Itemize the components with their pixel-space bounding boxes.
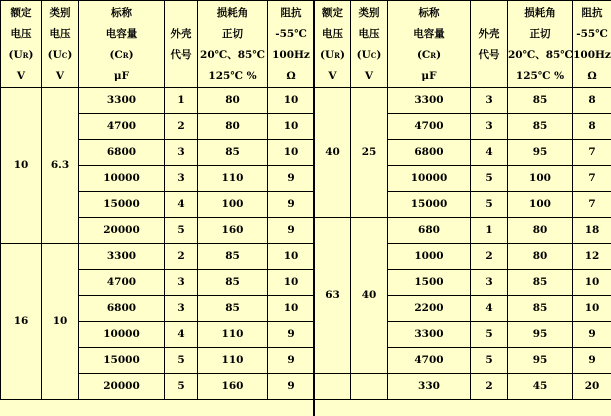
- impedance-cell: 9: [268, 192, 315, 218]
- impedance-cell: 10: [268, 88, 315, 114]
- loss-tangent-header-line: 损耗角: [524, 7, 556, 19]
- loss-tangent-cell: 100: [198, 192, 268, 218]
- impedance-cell: 10: [268, 114, 315, 140]
- case-code-cell: 4: [165, 192, 198, 218]
- impedance-cell: 9: [573, 348, 611, 374]
- rated-voltage-header: [315, 1, 351, 88]
- capacitance-header: [79, 1, 165, 88]
- case-code-cell: 2: [165, 114, 198, 140]
- impedance-cell: 9: [268, 166, 315, 192]
- capacitance-cell: 330: [388, 374, 471, 400]
- table-row: [315, 88, 611, 114]
- loss-tangent-cell: 160: [198, 374, 268, 400]
- category-voltage-header-line: 电压: [49, 28, 71, 40]
- capacitance-cell: 1500: [388, 270, 471, 296]
- loss-tangent-cell: 100: [508, 192, 573, 218]
- capacitance-cell: 3300: [388, 88, 471, 114]
- case-code-header: [471, 1, 508, 88]
- capacitance-cell: 20000: [79, 218, 165, 244]
- capacitance-header-line: 电容量: [105, 28, 138, 40]
- capacitance-cell: 4700: [388, 348, 471, 374]
- impedance-cell: 10: [268, 270, 315, 296]
- category-voltage-header-line: (UC): [47, 49, 73, 61]
- case-code-cell: 3: [471, 114, 508, 140]
- impedance-cell: 18: [573, 218, 611, 244]
- loss-tangent-cell: 85: [198, 296, 268, 322]
- case-code-cell: 3: [165, 296, 198, 322]
- case-code-cell: 3: [165, 166, 198, 192]
- table-row: [1, 88, 315, 114]
- table-divider: [313, 0, 315, 416]
- impedance-cell: 8: [573, 114, 611, 140]
- category-voltage-header: [42, 1, 79, 88]
- loss-tangent-header-line: 125℃ %: [515, 70, 565, 82]
- impedance-header-line: Ω: [587, 70, 597, 82]
- category-voltage-header-line: 电压: [358, 28, 380, 40]
- loss-tangent-cell: 110: [198, 322, 268, 348]
- loss-tangent-header-line: 20℃、85℃: [200, 49, 265, 61]
- case-code-cell: 5: [165, 348, 198, 374]
- impedance-cell: 9: [268, 322, 315, 348]
- capacitance-cell: 6800: [79, 296, 165, 322]
- loss-tangent-cell: 95: [508, 348, 573, 374]
- capacitance-cell: 15000: [79, 192, 165, 218]
- case-code-cell: 5: [471, 322, 508, 348]
- loss-tangent-cell: 110: [198, 166, 268, 192]
- capacitance-cell: 10000: [79, 322, 165, 348]
- case-code-cell: 2: [165, 244, 198, 270]
- left-spec-table: [0, 0, 315, 400]
- loss-tangent-cell: 45: [508, 374, 573, 400]
- capacitance-cell: 6800: [79, 140, 165, 166]
- capacitance-cell: 4700: [388, 114, 471, 140]
- category-voltage-cell: [351, 374, 388, 400]
- rated-voltage-cell: 16: [1, 244, 42, 400]
- loss-tangent-header-line: 正切: [222, 28, 243, 40]
- category-voltage-header-line: (UC): [356, 49, 382, 61]
- loss-tangent-cell: 80: [508, 218, 573, 244]
- loss-tangent-cell: 85: [508, 114, 573, 140]
- loss-tangent-cell: 95: [508, 322, 573, 348]
- capacitance-header-line: μF: [421, 70, 437, 82]
- loss-tangent-cell: 80: [508, 244, 573, 270]
- category-voltage-header-line: 类别: [49, 7, 71, 19]
- case-code-cell: 3: [165, 270, 198, 296]
- loss-tangent-cell: 85: [508, 270, 573, 296]
- impedance-header-line: Ω: [286, 70, 296, 82]
- header-row: [1, 1, 315, 88]
- impedance-header-line: -55℃: [576, 28, 608, 40]
- impedance-cell: 10: [268, 140, 315, 166]
- impedance-cell: 10: [268, 296, 315, 322]
- rated-voltage-header-line: 电压: [322, 28, 343, 40]
- capacitance-header-line: 标称: [111, 7, 132, 19]
- header-row: [315, 1, 611, 88]
- loss-tangent-header: [508, 1, 573, 88]
- loss-tangent-cell: 160: [198, 218, 268, 244]
- case-code-cell: 5: [471, 348, 508, 374]
- rated-voltage-header-line: (UR): [8, 49, 34, 61]
- category-voltage-cell: 6.3: [42, 88, 79, 244]
- case-code-cell: 3: [471, 88, 508, 114]
- category-voltage-header-line: V: [55, 70, 65, 82]
- loss-tangent-cell: 85: [198, 140, 268, 166]
- case-code-cell: 2: [471, 244, 508, 270]
- category-voltage-header: [351, 1, 388, 88]
- case-code-cell: 4: [471, 296, 508, 322]
- impedance-header: [573, 1, 611, 88]
- case-code-cell: 2: [471, 374, 508, 400]
- capacitance-header-line: μF: [113, 70, 130, 82]
- case-code-cell: 5: [471, 192, 508, 218]
- category-voltage-header-line: V: [364, 70, 374, 82]
- loss-tangent-cell: 95: [508, 140, 573, 166]
- impedance-cell: 10: [573, 270, 611, 296]
- loss-tangent-header-line: 正切: [529, 28, 551, 40]
- rated-voltage-header-line: (UR): [320, 49, 345, 61]
- impedance-cell: 9: [268, 374, 315, 400]
- capacitance-cell: 1000: [388, 244, 471, 270]
- rated-voltage-header-line: V: [328, 70, 337, 82]
- capacitance-cell: 3300: [79, 244, 165, 270]
- loss-tangent-cell: 85: [508, 88, 573, 114]
- rated-voltage-header-line: 额定: [322, 7, 343, 19]
- table-row: [315, 218, 611, 244]
- rated-voltage-header: [1, 1, 42, 88]
- capacitance-cell: 20000: [79, 374, 165, 400]
- table-row: [315, 374, 611, 400]
- impedance-header-line: -55℃: [275, 28, 307, 40]
- impedance-cell: 10: [573, 296, 611, 322]
- case-code-header-line: 外壳: [478, 28, 500, 40]
- rated-voltage-header-line: V: [16, 70, 26, 82]
- loss-tangent-cell: 110: [198, 348, 268, 374]
- loss-tangent-header-line: 20℃、85℃: [508, 49, 573, 61]
- impedance-cell: 9: [573, 322, 611, 348]
- capacitance-cell: 3300: [79, 88, 165, 114]
- loss-tangent-cell: 85: [508, 296, 573, 322]
- capacitance-cell: 15000: [388, 192, 471, 218]
- impedance-header-line: 100Hz: [272, 49, 310, 61]
- category-voltage-header-line: 类别: [358, 7, 380, 19]
- impedance-cell: 9: [268, 218, 315, 244]
- impedance-cell: 10: [268, 244, 315, 270]
- capacitance-cell: 680: [388, 218, 471, 244]
- impedance-header-line: 阻抗: [581, 7, 603, 19]
- rated-voltage-cell: 40: [315, 88, 351, 218]
- loss-tangent-header: [198, 1, 268, 88]
- case-code-cell: 1: [165, 88, 198, 114]
- impedance-header: [268, 1, 315, 88]
- rated-voltage-cell: 10: [1, 88, 42, 244]
- loss-tangent-cell: 100: [508, 166, 573, 192]
- capacitance-cell: 3300: [388, 322, 471, 348]
- capacitance-cell: 10000: [388, 166, 471, 192]
- impedance-cell: 12: [573, 244, 611, 270]
- case-code-cell: 4: [165, 322, 198, 348]
- case-code-cell: 5: [165, 218, 198, 244]
- impedance-header-line: 100Hz: [573, 49, 611, 61]
- case-code-cell: 1: [471, 218, 508, 244]
- capacitance-cell: 10000: [79, 166, 165, 192]
- case-code-header-line: 代号: [478, 49, 500, 61]
- rated-voltage-header-line: 电压: [10, 28, 32, 40]
- impedance-cell: 8: [573, 88, 611, 114]
- impedance-cell: 7: [573, 192, 611, 218]
- loss-tangent-cell: 85: [198, 270, 268, 296]
- capacitance-header-line: (CR): [416, 49, 442, 61]
- capacitance-cell: 6800: [388, 140, 471, 166]
- category-voltage-cell: 10: [42, 244, 79, 400]
- case-code-header-line: 代号: [170, 49, 192, 61]
- rated-voltage-cell: [315, 374, 351, 400]
- rated-voltage-header-line: 额定: [10, 7, 32, 19]
- capacitance-cell: 4700: [79, 270, 165, 296]
- capacitance-cell: 4700: [79, 114, 165, 140]
- case-code-header-line: 外壳: [170, 28, 192, 40]
- category-voltage-cell: 25: [351, 88, 388, 218]
- case-code-cell: 5: [471, 166, 508, 192]
- impedance-cell: 7: [573, 166, 611, 192]
- capacitance-header-line: 电容量: [413, 28, 445, 40]
- case-code-cell: 5: [165, 374, 198, 400]
- impedance-cell: 9: [268, 348, 315, 374]
- case-code-header: [165, 1, 198, 88]
- impedance-cell: 20: [573, 374, 611, 400]
- loss-tangent-header-line: 125℃ %: [208, 70, 257, 82]
- category-voltage-cell: 40: [351, 218, 388, 374]
- loss-tangent-header-line: 损耗角: [216, 7, 249, 19]
- capacitance-header: [388, 1, 471, 88]
- loss-tangent-cell: 80: [198, 114, 268, 140]
- case-code-cell: 3: [165, 140, 198, 166]
- loss-tangent-cell: 85: [198, 244, 268, 270]
- capacitance-cell: 2200: [388, 296, 471, 322]
- capacitance-cell: 15000: [79, 348, 165, 374]
- case-code-cell: 4: [471, 140, 508, 166]
- capacitance-header-line: (CR): [109, 49, 134, 61]
- impedance-cell: 7: [573, 140, 611, 166]
- case-code-cell: 3: [471, 270, 508, 296]
- loss-tangent-cell: 80: [198, 88, 268, 114]
- right-spec-table: [314, 0, 611, 400]
- impedance-header-line: 阻抗: [280, 7, 302, 19]
- capacitance-header-line: 标称: [418, 7, 440, 19]
- rated-voltage-cell: 63: [315, 218, 351, 374]
- table-row: [1, 244, 315, 270]
